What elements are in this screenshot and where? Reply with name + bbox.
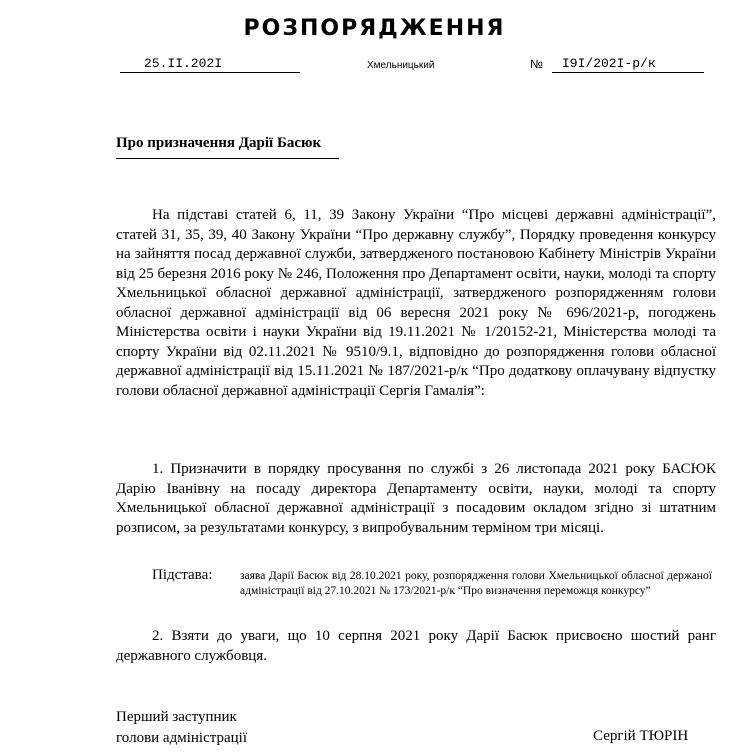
signatory-name: Сергій ТЮРІН [593,728,689,744]
document-city: Хмельницький [367,60,435,71]
basis-label: Підстава: [152,567,213,583]
document-subject: Про призначення Дарії Басюк [116,135,339,159]
preamble-paragraph: На підставі статей 6, 11, 39 Закону України “Про місцеві державні адміністрації”, статей 31, 35, 39, 40 Закону України “Про державну службу”, Порядку проведення конкурсу на зайняття посад державної служби, затвердженого постановою Кабінету Міністрів України від 25 березня 2016 року № 246, Положення про Департамент освіти, науки, молоді та спорту Хмельницької обласної державної адміністрації, затвердженого розпорядженням голови обласної державної адміністрації від 06 вересня 2021 року № 696/2021-р, погоджень Міністерства освіти і науки України від 19.11.2021 № 1/20152-21, Міністерства молоді та спорту України від 02.11.2021 № 9510/9.1, відповідно до розпорядження голови обласної державної адміністрації від 15.11.2021 № 187/2021-р/к “Про додаткову оплачувану відпустку голови обласної державної адміністрації Сергія Гамалія”: [116,207,716,399]
order-item-2: 2. Взяти до уваги, що 10 серпня 2021 року Дарії Басюк присвоєно шостий ранг державного службовця. [116,628,716,664]
document-date: 25.II.202I [120,56,300,73]
number-sign: № [530,57,543,71]
signatory-position [116,707,247,749]
signatory-position-line-2: голови адміністрації [116,730,247,746]
document-number: I9I/202I-р/к [552,56,704,73]
order-item-1: 1. Призначити в порядку просування по службі з 26 листопада 2021 року БАСЮК Дарію Іванівну на посаду директора Департаменту освіти, науки, молоді та спорту Хмельницької обласної державної адміністрації з посадовим окладом згідно зі штатним розписом, за результатами конкурсу, з випробувальним терміном три місяці. [116,461,716,536]
document-title: РОЗПОРЯДЖЕННЯ [243,16,506,41]
signatory-position-line-1: Перший заступник [116,709,237,725]
basis-block [152,567,712,599]
basis-text: заява Дарії Басюк від 28.10.2021 року, розпорядження голови Хмельницької обласної держаної адміністрації від 27.10.2021 № 173/2021-р/к “Про визначення переможця конкурсу” [240,570,712,597]
